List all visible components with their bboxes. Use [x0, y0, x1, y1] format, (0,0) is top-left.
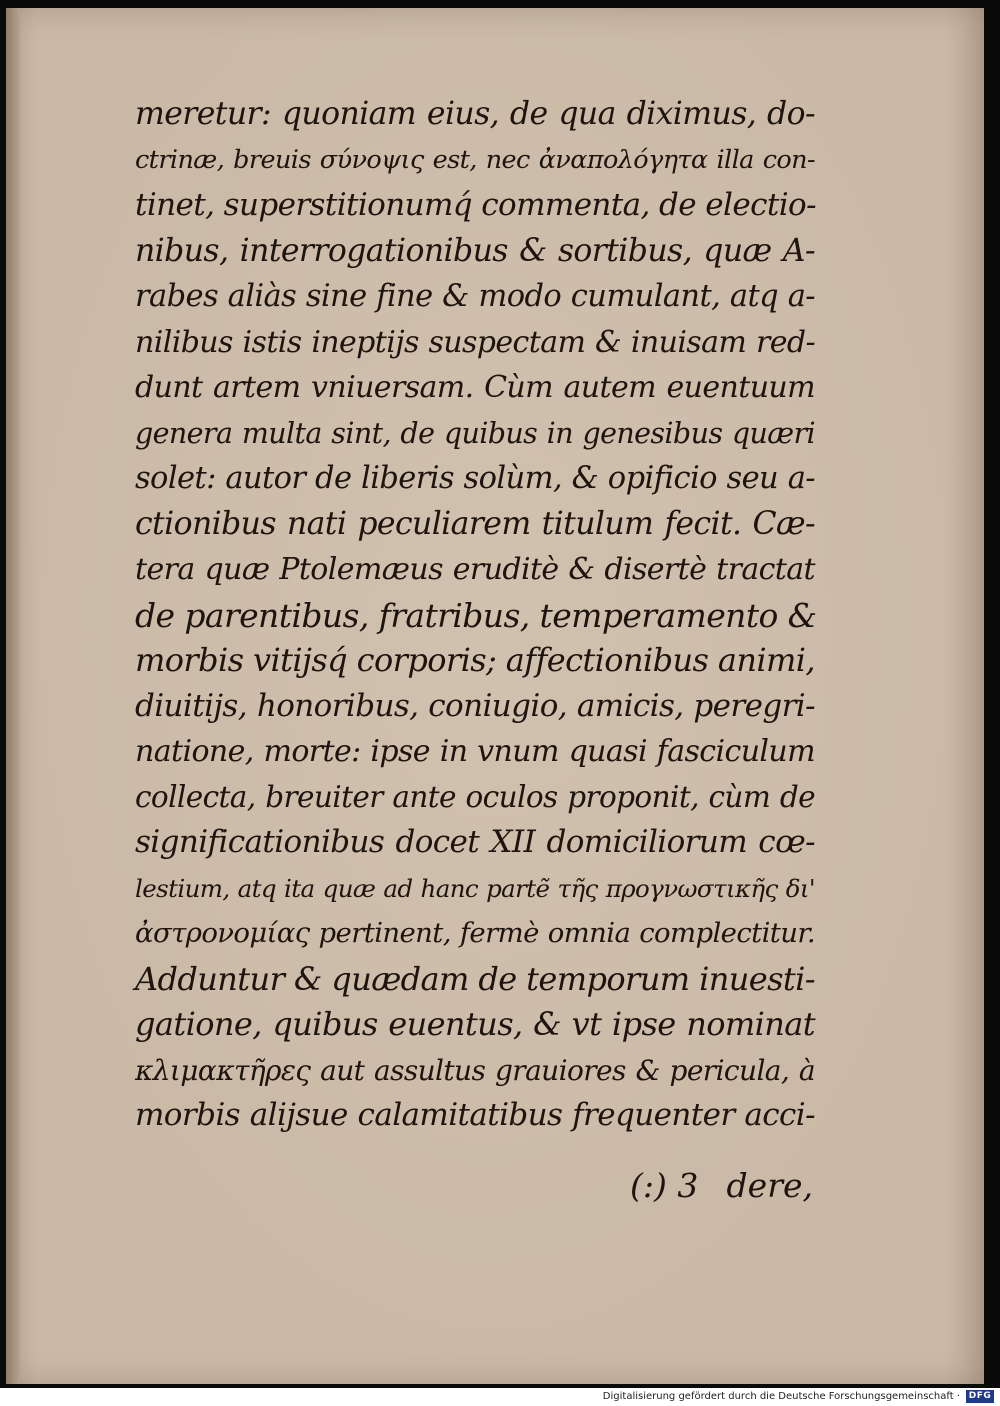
text-line: nibus, interrogationibus & sortibus, quæ A-	[135, 232, 815, 269]
page-foot-line	[135, 1166, 815, 1211]
text-line: lestium, atq ita quæ ad hanc partẽ τῆς προγνωστικῆς δι'	[135, 873, 815, 903]
text-line: gatione, quibus euentus, & vt ipse nominat	[135, 1005, 815, 1043]
text-line: tinet, superstitionumq́ commenta, de electio-	[135, 187, 816, 223]
text-line: de parentibus, fratribus, temperamento &	[135, 595, 817, 635]
text-line: morbis vitijsq́ corporis; affectionibus animi,	[135, 641, 815, 679]
text-line: κλιμακτῆρες aut assultus grauiores & pericula, à	[135, 1053, 815, 1087]
text-line: genera multa sint, de quibus in genesibus quæri	[135, 416, 815, 450]
text-line: morbis alijsue calamitatibus frequenter acci-	[135, 1097, 815, 1133]
text-line: significationibus docet XII domiciliorum cœ-	[135, 824, 815, 860]
text-line: ctionibus nati peculiarem titulum fecit. Cæ-	[135, 505, 815, 542]
text-line: natione, morte: ipse in vnum quasi fasciculum	[135, 734, 815, 769]
text-line: dunt artem vniuersam. Cùm autem euentuum	[135, 370, 815, 405]
page-text-block	[135, 92, 825, 1139]
text-line: rabes aliàs sine fine & modo cumulant, atq a-	[135, 279, 815, 314]
signature-mark: (:) 3	[630, 1166, 699, 1205]
text-line: ἀστρονομίας pertinent, fermè omnia complectitur.	[135, 917, 815, 949]
footer-credit: Digitalisierung gefördert durch die Deutsche Forschungsgemeinschaft ·	[602, 1391, 960, 1402]
text-line: tera quæ Ptolemæus eruditè & disertè tractat	[135, 552, 815, 587]
dfg-logo-icon: DFG	[966, 1390, 994, 1403]
text-line: ctrinæ, breuis σύνοψις est, nec ἀναπολόγητα illa con-	[135, 144, 815, 175]
catchword: dere,	[726, 1166, 813, 1205]
text-line: collecta, breuiter ante oculos proponit, cùm de	[135, 779, 815, 814]
page-gutter-shadow	[6, 8, 20, 1384]
text-line: diuitijs, honoribus, coniugio, amicis, peregri-	[135, 687, 815, 724]
text-line: solet: autor de liberis solùm, & opificio seu a-	[135, 461, 815, 496]
text-line: meretur: quoniam eius, de qua diximus, do-	[135, 96, 815, 132]
text-line: Adduntur & quædam de temporum inuesti-	[135, 959, 815, 998]
text-line: nilibus istis ineptijs suspectam & inuisam red-	[135, 324, 815, 360]
